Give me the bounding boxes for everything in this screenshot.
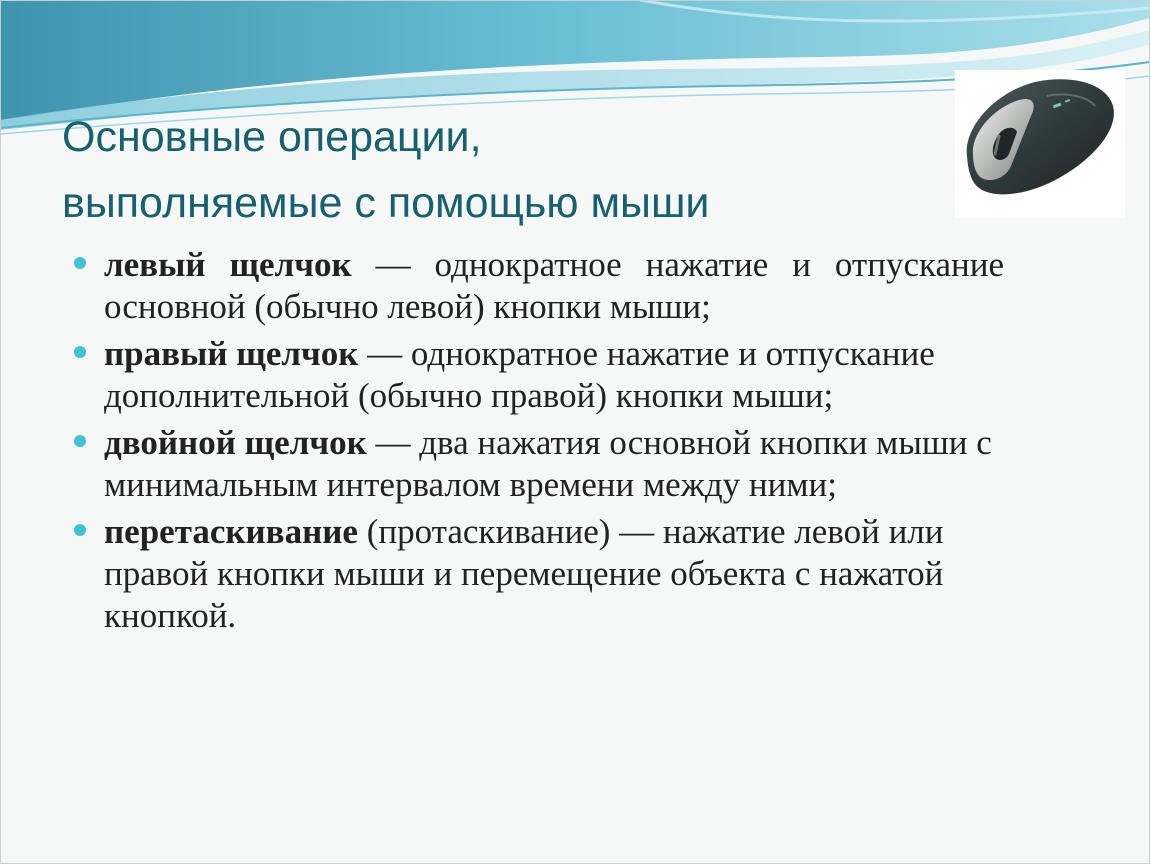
- slide-title: [62, 104, 922, 236]
- bullet-dot: [74, 524, 86, 536]
- computer-mouse-icon: [955, 70, 1125, 218]
- term-drag: перетаскивание: [104, 512, 358, 551]
- list-item-drag: [104, 511, 1004, 637]
- term-left-click: левый щелчок: [104, 245, 352, 284]
- desc-double-click: — два нажатия основной кнопки мыши с минимальным интервалом времени между ними;: [104, 423, 992, 504]
- bullet-dot: [74, 435, 86, 447]
- list-item-double-click: [104, 422, 1004, 506]
- term-double-click: двойной щелчок: [104, 423, 367, 462]
- slide-title-line-2: выполняемые с помощью мыши: [62, 179, 710, 227]
- list-item-left-click: [104, 244, 1004, 328]
- slide-title-line-1: Основные операции,: [62, 113, 482, 161]
- operations-list: [104, 244, 1004, 642]
- bullet-dot: [74, 257, 86, 269]
- desc-right-click: — однократное нажатие и отпускание дополнительной (обычно правой) кнопки мыши;: [104, 334, 935, 415]
- bullet-dot: [74, 346, 86, 358]
- term-right-click: правый щелчок: [104, 334, 359, 373]
- list-item-right-click: [104, 333, 1004, 417]
- desc-left-click: — однократное нажатие и отпускание основной (обычно левой) кнопки мыши;: [104, 245, 1004, 326]
- desc-drag: (протаскивание) — нажатие левой или правой кнопки мыши и перемещение объекта с нажатой кнопкой.: [104, 512, 944, 635]
